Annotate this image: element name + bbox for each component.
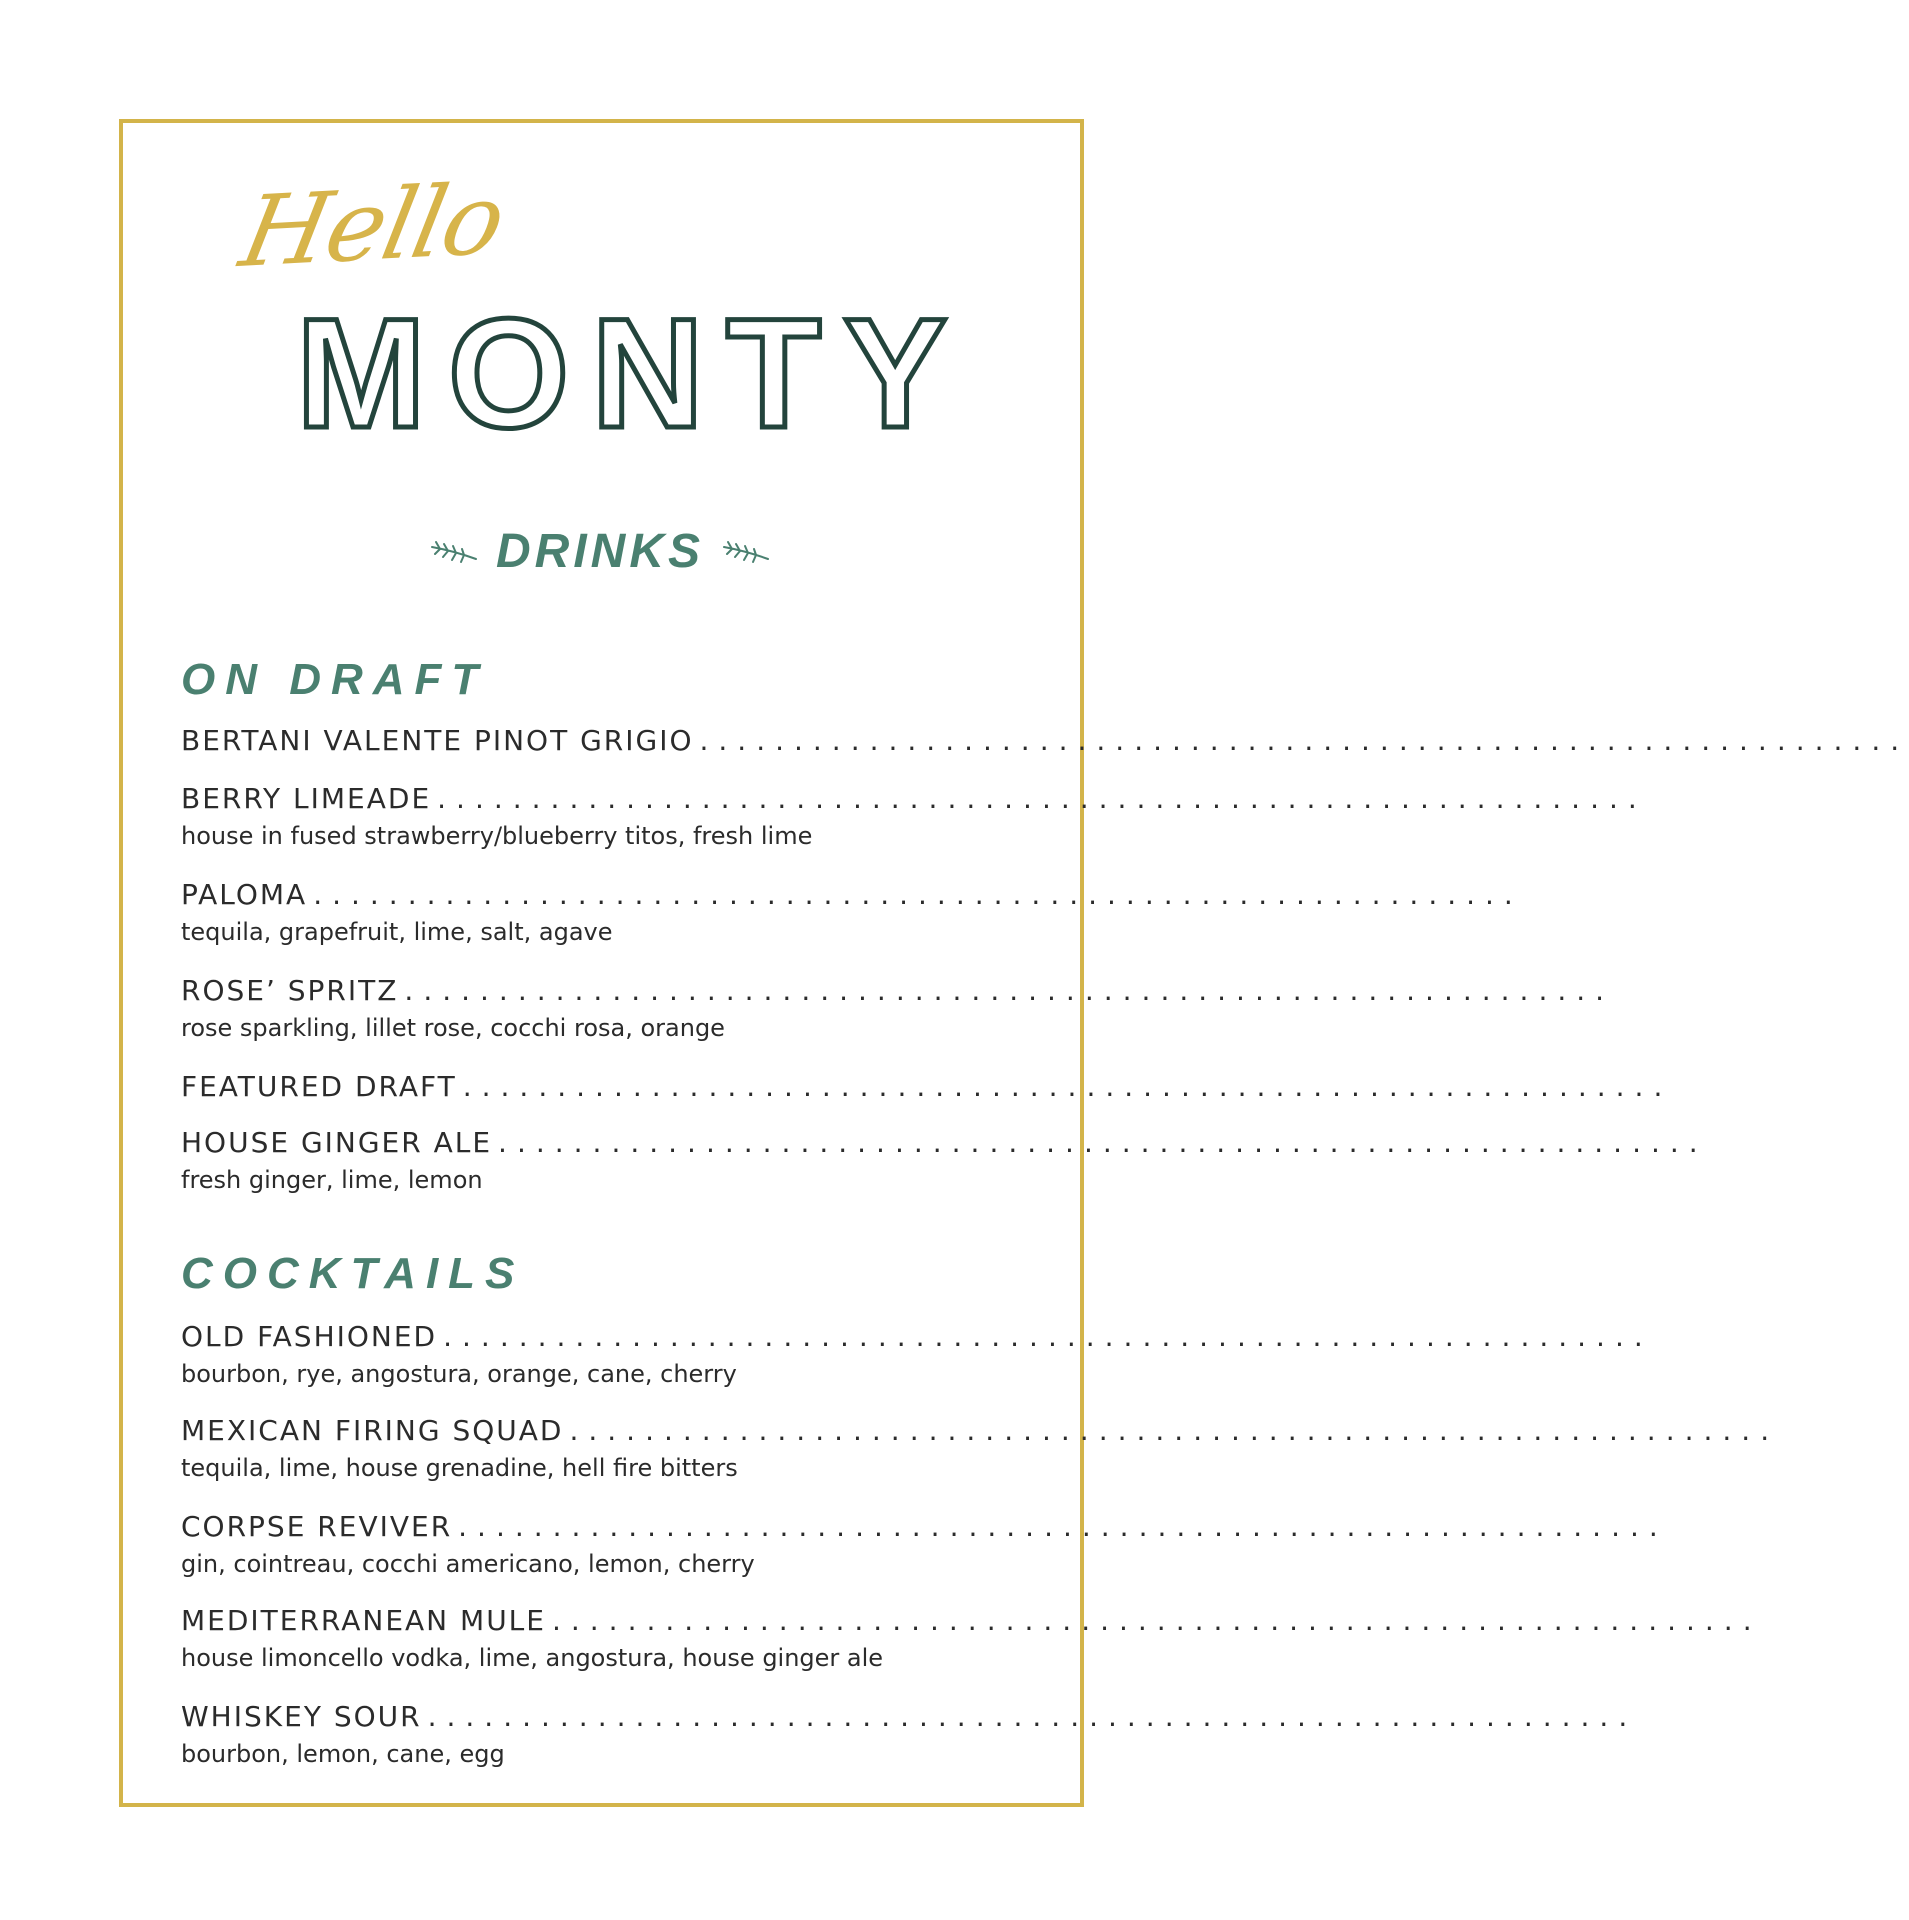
menu-item-paloma [181,878,1523,946]
dot-leader: ................................................................ [437,782,1647,815]
menu-item-featured-draft [181,1070,1673,1103]
drinks-header [0,524,1200,579]
dot-leader: ................................................................ [498,1126,1708,1159]
drinks-subtitle: DRINKS [495,525,704,578]
dot-leader: ................................................................ [569,1414,1780,1447]
menu-item-name: BERTANI VALENTE PINOT GRIGIO [181,724,694,757]
dot-leader: ................................................................ [458,1510,1668,1543]
menu-item-name: ROSE’ SPRITZ [181,974,399,1007]
section-title-cocktails: COCKTAILS [181,1249,525,1298]
dot-leader: ................................................................ [699,724,1909,757]
menu-item-name: WHISKEY SOUR [181,1700,422,1733]
dot-leader: ................................................................ [551,1604,1762,1637]
menu-item-whiskey-sour [181,1700,1638,1768]
menu-item-name: FEATURED DRAFT [181,1070,457,1103]
menu-item-description: bourbon, rye, angostura, orange, cane, cherry [181,1359,737,1388]
menu-item-mexican-firing-squad [181,1414,1780,1482]
menu-item-description: rose sparkling, lillet rose, cocchi rosa, orange [181,1013,725,1042]
left-leaf-icon [428,539,480,565]
menu-item-house-ginger-ale [181,1126,1708,1194]
dot-leader: ................................................................ [404,974,1615,1007]
menu-item-description: tequila, grapefruit, lime, salt, agave [181,917,613,946]
menu-item-name: CORPSE REVIVER [181,1510,453,1543]
dot-leader: ................................................................ [462,1070,1673,1103]
dot-leader: ................................................................ [313,878,1523,911]
menu-item-corpse-reviver [181,1510,1668,1578]
dot-leader: ................................................................ [443,1320,1653,1353]
hello-script-title: Hello [232,162,513,290]
section-title-on-draft: ON DRAFT [181,655,489,704]
menu-item-description: fresh ginger, lime, lemon [181,1165,483,1194]
menu-item-old-fashioned [181,1320,1653,1388]
menu-item-name: MEDITERRANEAN MULE [181,1604,546,1637]
menu-item-rose-spritz [181,974,1615,1042]
right-leaf-icon [720,539,772,565]
menu-item-name: MEXICAN FIRING SQUAD [181,1414,564,1447]
menu-item-description: gin, cointreau, cocchi americano, lemon, cherry [181,1549,755,1578]
monty-title: MONTY [296,287,970,461]
menu-item-berry-limeade [181,782,1647,850]
menu-item-name: BERRY LIMEADE [181,782,432,815]
menu-item-name: OLD FASHIONED [181,1320,438,1353]
menu-item-description: house in fused strawberry/blueberry titos, fresh lime [181,821,813,850]
menu-item-description: house limoncello vodka, lime, angostura, house ginger ale [181,1643,884,1672]
menu-item-description: tequila, lime, house grenadine, hell fire bitters [181,1453,738,1482]
dot-leader: ................................................................ [427,1700,1638,1733]
menu-item-name: HOUSE GINGER ALE [181,1126,493,1159]
menu-item-mediterranean-mule [181,1604,1762,1672]
menu-item-bertani-valente-pinot-grigio [181,724,1909,757]
menu-item-description: bourbon, lemon, cane, egg [181,1739,505,1768]
menu-item-name: PALOMA [181,878,308,911]
